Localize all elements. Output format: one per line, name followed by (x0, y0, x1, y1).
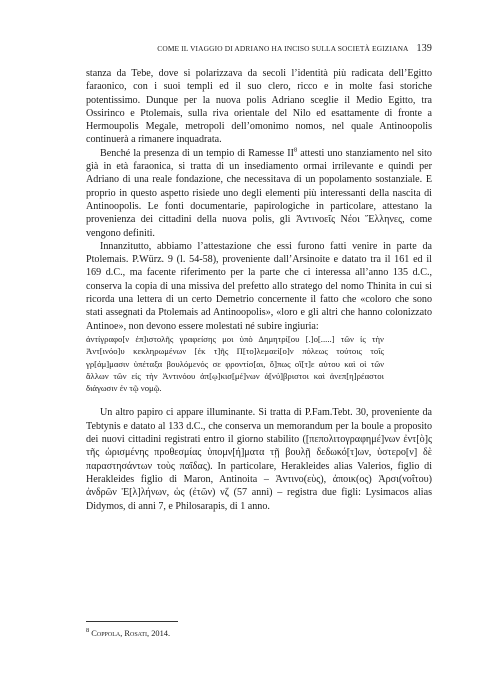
paragraph-1: stanza da Tebe, dove si polarizzava da secoli l’identità più radicata dell’Egitto faraonico, con i suoi templi ed il suo clero, ricco e in molte fasi storiche potentissimo. Dunque per la nuova polis Adriano sceglie il Medio Egitto, tra Ossirinco e Ptolemais, sulla riva orientale del Nilo ed esattamente di fronte a Hermoupolis Megale, metropoli dell’omonimo nomos, nel quale Antinoopolis continuerà a rimanere inquadrata. (86, 68, 432, 146)
running-header (86, 43, 432, 54)
footnote-ref[interactable]: 8 (293, 146, 298, 154)
footnote (86, 628, 432, 639)
paragraph-2 (86, 147, 432, 240)
paragraph-2-start: Benché la presenza di un tempio di Ramesse II (100, 147, 294, 159)
footnote-number: 8 (86, 627, 90, 635)
greek-quote: ἀντίγραφο[ν ἐπ]ιστολῆς γραφείσης μοι ὑπὸ Δημητρί[ου [.]ο[.....] τῶν ἰς τὴν Ἀντ[ινόο]υ κεκληρωμένων [ἐκ τ]ῆς Π[το]λεμαεί[ο]ν πόλεως τούτοις τοῖς γρ[άμ]μασιν ὑπέταξα βουλόμενός σε φροντίσ[αι, ὅ]πως οἵ[τ]ε αὐτου καὶ οἱ τῶν ἄλλων τῶν εἰς τὴν Ἀντινόου ἀπ[ῳ]κισ[μέ]νων ἀ[νύ]βριστοι καὶ ἀνεπ[η]ρέαστοι διάγωσιν ἐν τῷ νομῷ. (86, 333, 384, 394)
paragraph-2-rest: attesti uno stanziamento nel sito già in età faraonica, si tratta di un insediamento ormai irrilevante e quindi per Adriano di una reale fondazione, che necessitava di un popolamento sostanziale. E proprio in questo aspetto risiede uno degli elementi più interessanti della nascita di Antinoopolis. Le fonti documentarie, papirologiche in particolare, attestano la provenienza dei cittadini della nuova polis, gli Ἀντινοεῖς Νέοι Ἕλληνες, come vengono definiti. (86, 147, 432, 239)
footnote-divider (86, 621, 178, 622)
footnote-year: , 2014. (147, 629, 171, 638)
main-text (86, 67, 432, 513)
page-number: 139 (416, 43, 432, 54)
footnote-authors: Coppola, Rosati (91, 629, 147, 638)
paragraph-3: Innanzitutto, abbiamo l’attestazione che essi furono fatti venire in parte da Ptolemais. P.Würz. 9 (l. 54-58), proveniente dall’Arsinoite e datato tra il 161 ed il 169 d.C., ma facente riferimento per la parte che ci interessa all’anno 135 d.C., conserva la copia di una missiva del prefetto allo stratego del nomo Thinita in cui si ricorda una lettera di un certo Demetrio concernente il fatto che «coloro che sono stati assegnati da Ptolemais ad Antinoopolis», «loro e gli altri che hanno colonizzato Antinoe», non devono essere molestati né subire ingiuria: (86, 240, 432, 332)
running-title: COME IL VIAGGIO DI ADRIANO HA INCISO SULLA SOCIETÀ EGIZIANA (157, 44, 409, 53)
paragraph-4: Un altro papiro ci appare illuminante. Si tratta di P.Fam.Tebt. 30, proveniente da Tebtynis e datato al 133 d.C., che conserva un memorandum per la boule a proposito dei nuovi cittadini registrati entro il giorno stabilito ([πεπολιτογραφημέ]νων ἐντ[ὸ]ς τῆς ὡρισμένης προθεσμίας ὑπομν[ή]ματα τῇ βουλῇ δεδωκό[τ]ων, ὑστερο[ν] δὲ παραστησάντων τοὺς παῖδας). In particolare, Herakleides alias Valerios, figlio di Herakleides figlio di Maron, Antinoita – Ἀντινο(εὺς), ἀποικ(ος) Ἀρσι(νοΐτου) ἀνδρῶν Ἑ[λ]λήνων, ὡς (ἐτῶν) νζ (57 anni) – registra due figli: Lysimacos alias Didymos, di anni 7, e Philosarapis, di 1 anno. (86, 407, 432, 512)
